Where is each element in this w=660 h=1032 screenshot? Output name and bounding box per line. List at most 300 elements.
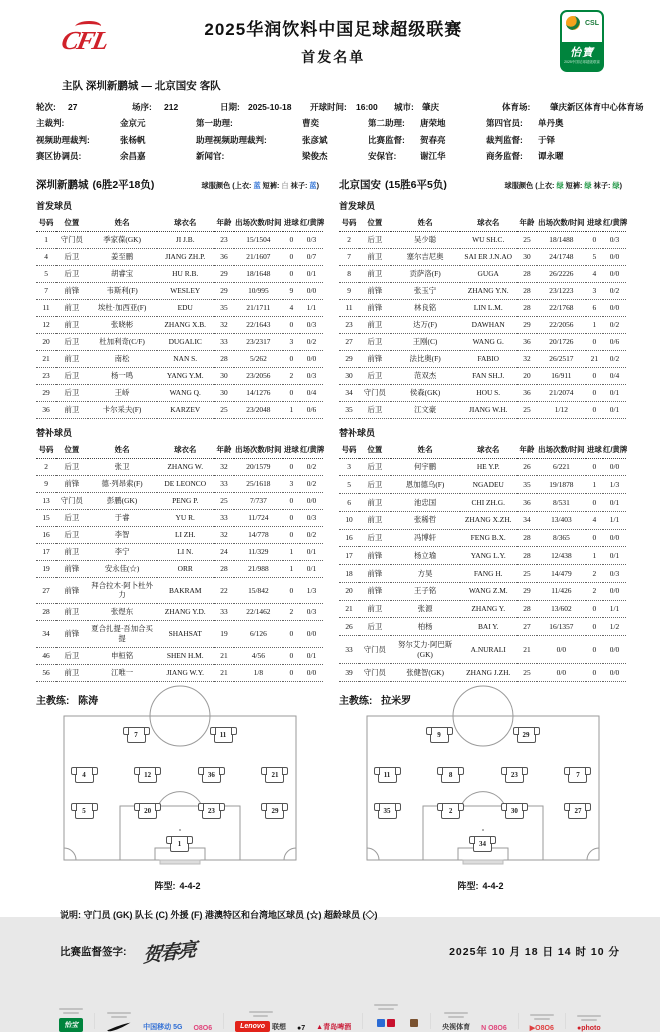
player-cell: 法比奥(F) [391,350,460,367]
roster-header-row [339,214,626,232]
sponsor-caption [444,1011,468,1020]
column-header: 号码 [36,441,56,459]
player-cell: 0/3 [603,565,626,583]
player-row [339,333,626,350]
player-cell: 0 [586,663,603,681]
formation-word: 阵型: [457,880,479,891]
player-cell: 后卫 [359,618,391,636]
column-header: 号码 [339,214,359,232]
player-cell: 21 [214,664,234,681]
player-cell: 张玉宁 [391,282,460,299]
player-cell: 26 [339,618,359,636]
player-cell: 0 [586,333,603,350]
player-cell: 0 [283,458,300,475]
player-cell: 6/126 [234,621,283,648]
kit-part-label: (上衣: [535,180,557,190]
player-cell: 后卫 [56,333,88,350]
player-cell: 杨立瑜 [391,547,460,565]
player-cell: 0 [586,231,603,248]
player-cell: 23 [36,367,56,384]
player-cell: 29 [517,316,537,333]
player-cell: 25/1618 [234,475,283,492]
info-label: 商务监督: [486,151,523,161]
formation-row [63,836,297,852]
officials-row [36,134,660,146]
subs-label: 替补球员 [36,427,73,438]
player-jersey-icon: 8 [441,767,460,783]
player-cell: 15 [36,509,56,526]
player-cell: 17 [36,543,56,560]
sponsor-wordmark-suffix: 联想 [272,1023,287,1031]
player-cell: 22/1462 [234,604,283,621]
player-cell: 34 [339,384,359,401]
player-cell: 21/1711 [234,299,283,316]
column-header: 出场次数/时间 [537,214,586,232]
info-label: 安保官: [368,151,397,161]
info-label: 第四官员: [486,118,523,128]
player-row [36,560,323,577]
player-cell: SHAHSAT [157,621,214,648]
player-cell: 28 [36,604,56,621]
player-row [339,367,626,384]
column-header: 姓名 [391,441,460,459]
formation-row [63,727,297,743]
player-cell: 22/2056 [537,316,586,333]
formation-row [366,767,600,783]
player-cell: NGADEU [460,476,517,494]
player-cell: 后卫 [56,384,88,401]
kit-part-label: 袜子: [593,180,613,190]
home-subs-table [36,441,323,682]
vs-dash: — [141,80,152,92]
player-cell: 28 [214,560,234,577]
player-row [339,547,626,565]
sponsor-caption [249,1010,273,1019]
info-value: 张彦斌 [302,134,328,145]
player-cell: 努尔艾力·阿巴斯(GK) [391,636,460,664]
info-value: 张杨帆 [120,134,146,145]
player-cell: 前锋 [56,577,88,604]
info-value: 27 [68,101,78,112]
info-value: 肇庆 [422,101,440,112]
column-header: 进球 [586,441,603,459]
player-cell: 1/1 [603,511,626,529]
player-cell: JIANG W.H. [460,401,517,418]
formation-row [63,803,297,819]
player-row [339,350,626,367]
player-cell: 21 [339,600,359,618]
roster-header-row [36,214,323,232]
sponsor-logo [59,1018,83,1032]
player-cell: 江文豪 [391,401,460,418]
player-cell: 2 [283,367,300,384]
player-cell: 34 [517,511,537,529]
player-cell: 7 [36,282,56,299]
match-info-row [36,101,660,113]
player-cell: 0/3 [300,316,323,333]
player-cell: 杜加利奇(C/F) [88,333,157,350]
player-cell: 卡尔采夫(F) [88,401,157,418]
player-cell: 24 [214,543,234,560]
kit-label-close: ) [316,180,319,190]
player-cell: 9 [339,282,359,299]
sponsor-play-wordmark [530,1013,554,1032]
player-row [36,664,323,681]
column-header: 红/黄牌 [300,214,323,232]
player-jersey-icon: 34 [473,836,492,852]
kit-color-value: 绿 [556,180,564,190]
info-label: 助理视频助理裁判: [196,134,267,145]
player-cell: ZHANG X.ZH. [460,511,517,529]
player-cell: SHEN H.M. [157,647,214,664]
column-header: 姓名 [88,441,157,459]
player-cell: 0 [283,577,300,604]
sponsor-logo [297,1025,305,1032]
player-cell: 张健智(GK) [391,663,460,681]
sponsor-logo [316,1022,351,1032]
player-cell: 彭鹏(GK) [88,492,157,509]
player-cell: FABIO [460,350,517,367]
yibao-badge-subtext: 2025中国足球超级联赛 [564,59,600,64]
player-cell: 25 [517,565,537,583]
home-coach-line [36,692,323,707]
player-cell: JIANG W.Y. [157,664,214,681]
info-label: 场序: [132,101,152,112]
player-cell: 34 [36,621,56,648]
player-cell: LI ZH. [157,526,214,543]
player-cell: 5/262 [234,350,283,367]
player-cell: 4 [36,248,56,265]
player-cell: DAWHAN [460,316,517,333]
sponsor-caption [59,1007,83,1016]
player-cell: 0/2 [300,458,323,475]
yibao-badge-bottom [562,42,602,70]
player-cell: 后卫 [56,248,88,265]
player-cell: 29 [36,384,56,401]
player-cell: 16/1357 [537,618,586,636]
player-row [36,458,323,475]
player-cell: 1 [586,316,603,333]
player-cell: 0 [283,492,300,509]
sponsor-logo [481,1025,507,1032]
player-cell: 1 [586,547,603,565]
player-jersey-icon: 29 [265,803,284,819]
info-label: 主裁判: [36,118,65,128]
kit-label: 球服颜色 [504,180,536,190]
player-cell: A.NURALI [460,636,517,664]
player-cell: 0/0 [603,663,626,681]
player-cell: PENG P. [157,492,214,509]
player-row [36,604,323,621]
player-cell: 8 [339,265,359,282]
player-cell: 0/0 [603,299,626,316]
player-cell: 0/0 [300,621,323,648]
player-cell: 19 [36,560,56,577]
player-cell: 0/4 [603,367,626,384]
sponsor-wordmark: O8O6 [193,1025,213,1032]
sponsor-separator [223,1013,224,1029]
column-header: 球衣名 [157,441,214,459]
player-cell: 守门员 [56,231,88,248]
column-header: 位置 [56,441,88,459]
player-cell: 0 [283,265,300,282]
player-jersey-icon: 7 [568,767,587,783]
player-cell: 0/7 [300,248,323,265]
player-cell: 22/1768 [537,299,586,316]
player-cell: 0/2 [300,475,323,492]
player-jersey-icon: 11 [214,727,233,743]
signature-datetime: 2025年 10 月 18 日 14 时 10 分 [449,946,620,959]
player-row [36,265,323,282]
player-cell: 11/724 [234,509,283,526]
player-cell: 后卫 [359,529,391,547]
csl-yibao-badge-icon [560,10,604,72]
player-cell: 0 [283,350,300,367]
player-cell: 王峤 [88,384,157,401]
player-cell: 25 [214,401,234,418]
player-cell: 2 [586,565,603,583]
player-row [36,350,323,367]
player-cell: 1/2 [603,618,626,636]
player-cell: 韦斯利(F) [88,282,157,299]
player-cell: 池忠国 [391,494,460,512]
player-cell: 前卫 [359,511,391,529]
player-cell: 恩加德乌(F) [391,476,460,494]
player-cell: 前卫 [56,543,88,560]
player-cell: JIANG ZH.P. [157,248,214,265]
sponsor-lenovo [235,1010,286,1032]
player-cell: 23/2048 [234,401,283,418]
player-cell: HE Y.P. [460,458,517,476]
away-subs-table [339,441,626,682]
player-cell: ZHANG Y.D. [157,604,214,621]
player-cell: 安永佳(☆) [88,560,157,577]
player-cell: 李宁 [88,543,157,560]
player-cell: 28 [517,529,537,547]
column-header: 位置 [56,214,88,232]
player-cell: 0 [586,618,603,636]
officials-row [36,117,660,129]
player-row [36,384,323,401]
player-cell: 0/3 [300,604,323,621]
player-jersey-icon: 30 [505,803,524,819]
player-cell: 56 [36,664,56,681]
player-row [339,231,626,248]
info-label: 体育场: [502,101,531,112]
player-row [36,475,323,492]
player-cell: 27 [517,618,537,636]
column-header: 进球 [283,214,300,232]
column-header: 红/黄牌 [603,441,626,459]
player-cell: 后卫 [56,265,88,282]
officials-row [36,150,660,162]
sheet-header [0,0,660,72]
home-team-name: 深圳新鹏城 [85,80,139,92]
kit-color-value: 蓝 [253,180,261,190]
sponsor-separator [430,1013,431,1029]
player-cell: 33 [214,333,234,350]
kit-part-label: 袜子: [290,180,310,190]
player-cell: 0 [283,231,300,248]
player-cell: 11/426 [537,582,586,600]
player-cell: 前锋 [56,621,88,648]
player-cell: 30 [214,384,234,401]
sponsor-caption [530,1013,554,1022]
player-cell: 18 [339,565,359,583]
column-header: 姓名 [391,214,460,232]
player-cell: 1/8 [234,664,283,681]
player-cell: 前锋 [359,282,391,299]
player-cell: 前锋 [56,560,88,577]
player-cell: BAKRAM [157,577,214,604]
info-value: 梁俊杰 [302,151,328,161]
player-cell: 0/0 [300,350,323,367]
info-value: 金京元 [120,118,146,128]
player-cell: 20/1579 [234,458,283,475]
player-row [36,509,323,526]
player-row [339,384,626,401]
player-cell: 侯森(GK) [391,384,460,401]
player-cell: 后卫 [359,401,391,418]
sponsor-wordmark: 中国移动 5G [143,1024,183,1032]
player-cell: 14/1276 [234,384,283,401]
sponsor-caption [374,1003,398,1012]
player-cell: 20 [339,582,359,600]
player-cell: 后卫 [56,367,88,384]
player-cell: 申桓铭 [88,647,157,664]
player-cell: 39 [339,663,359,681]
player-row [36,543,323,560]
formation-label [154,879,204,892]
player-cell: 塞尔吉尼奥 [391,248,460,265]
player-cell: 0 [586,600,603,618]
player-jersey-icon: 7 [127,727,146,743]
player-cell: 前卫 [56,664,88,681]
player-cell: 0 [586,636,603,664]
sponsor-wordmark: ●photo [577,1025,601,1032]
player-jersey-icon: 35 [378,803,397,819]
player-row [36,367,323,384]
player-cell: 0/2 [300,526,323,543]
player-cell: 6/221 [537,458,586,476]
player-cell: 29 [214,282,234,299]
sponsor-wordmark: 央视体育 [442,1024,471,1032]
player-cell: 13/602 [537,600,586,618]
player-cell: 前卫 [56,350,88,367]
player-cell: ZHANG Y.N. [460,282,517,299]
player-cell: 前卫 [56,401,88,418]
player-cell: 18/1488 [537,231,586,248]
player-row [36,526,323,543]
csl-badge-text: CSL [585,20,599,27]
player-cell: 0/1 [603,401,626,418]
player-cell: YANG L.Y. [460,547,517,565]
player-cell: 0/2 [603,316,626,333]
player-cell: 2 [283,604,300,621]
team-record: (6胜2平18负) [92,178,155,191]
player-cell: 前锋 [56,475,88,492]
column-header: 球衣名 [157,214,214,232]
sponsor-logo [442,1022,470,1032]
sponsor-blocks-icon [376,1014,396,1032]
player-jersey-icon: 5 [75,803,94,819]
player-cell: 于睿 [88,509,157,526]
player-cell: 0/1 [603,494,626,512]
kit-part-label: 短裤: [565,180,585,190]
player-cell: 13 [36,492,56,509]
player-cell: 14/479 [537,565,586,583]
player-cell: 11 [339,299,359,316]
sponsor-logo [106,1022,132,1032]
player-cell: 前锋 [359,565,391,583]
sponsor-blue-red-blocks [374,1003,398,1032]
sponsor-logo [235,1021,286,1032]
column-header: 位置 [359,214,391,232]
player-cell: 10 [339,511,359,529]
player-jersey-icon: 4 [75,767,94,783]
player-cell: 3 [283,475,300,492]
player-cell: 28 [517,600,537,618]
player-row [339,511,626,529]
player-cell: 12 [36,316,56,333]
player-cell: 前卫 [359,316,391,333]
player-cell: 前卫 [359,248,391,265]
player-cell: 0 [283,509,300,526]
player-cell: 0 [283,384,300,401]
player-cell: 25 [517,401,537,418]
player-cell: 0/3 [603,231,626,248]
kit-color-value: 绿 [612,180,620,190]
player-row [339,316,626,333]
player-cell: 前锋 [359,299,391,316]
player-jersey-icon: 29 [517,727,536,743]
player-cell: 14/778 [234,526,283,543]
formation-label [457,879,507,892]
player-cell: 9 [36,475,56,492]
sponsor-logo [376,1014,396,1032]
player-cell: 0/3 [300,509,323,526]
player-cell: 0/0 [300,664,323,681]
player-cell: 35 [517,476,537,494]
player-cell: 冯博轩 [391,529,460,547]
player-cell: 守门员 [359,636,391,664]
kit-color-value: 绿 [584,180,592,190]
column-header: 出场次数/时间 [537,441,586,459]
player-cell: 2 [339,231,359,248]
player-cell: 前卫 [56,604,88,621]
sponsor-caption [107,1011,131,1020]
player-jersey-icon: 21 [265,767,284,783]
player-row [36,248,323,265]
player-cell: 29 [214,265,234,282]
sponsor-caption [577,1014,601,1023]
sponsor-logo [577,1025,601,1032]
player-cell: 王刚(C) [391,333,460,350]
player-cell: 36 [214,248,234,265]
team-name: 深圳新鹏城 [36,178,89,191]
team-record: (15胜6平5负) [385,178,447,191]
sponsor-logo [530,1024,554,1032]
signature-row [0,935,660,969]
player-cell: 0/1 [603,547,626,565]
player-cell: YU R. [157,509,214,526]
player-cell: 0 [586,384,603,401]
starters-label: 首发球员 [339,200,376,211]
player-cell: 0 [283,621,300,648]
player-cell: 何宇鹏 [391,458,460,476]
player-cell: 12/438 [537,547,586,565]
player-cell: 21 [517,636,537,664]
